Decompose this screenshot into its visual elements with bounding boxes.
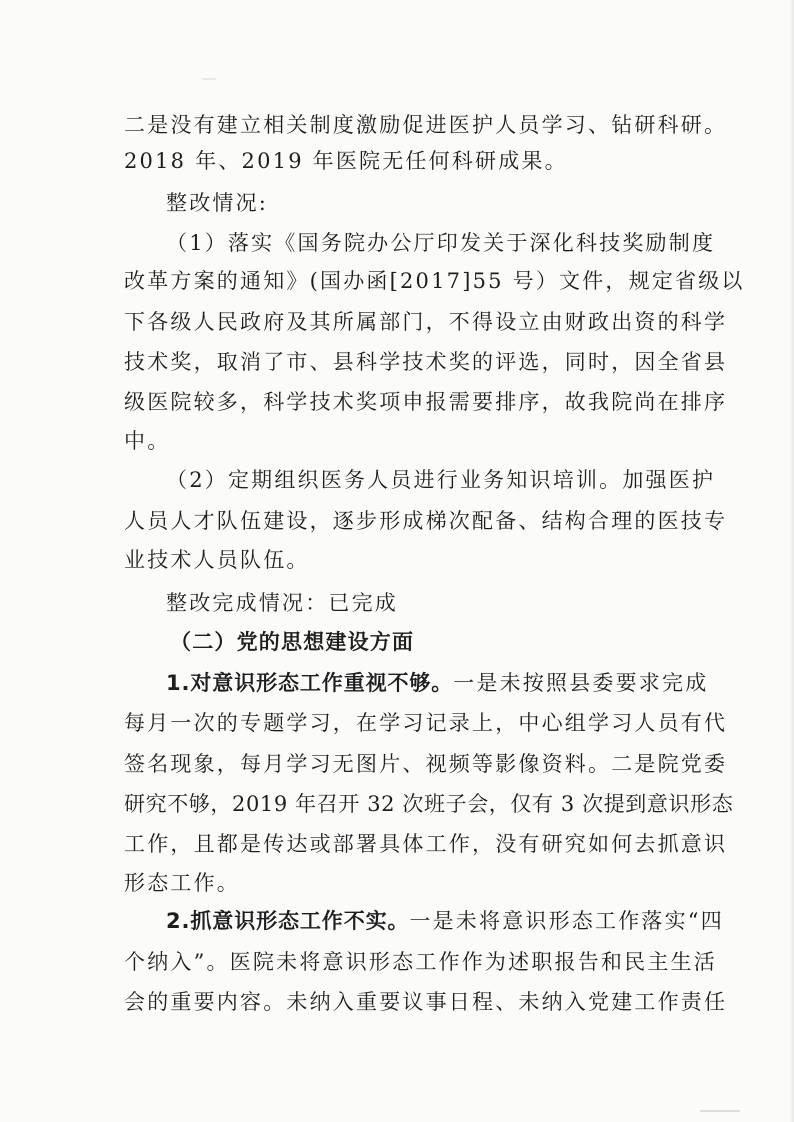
body-line: 技术奖，取消了市、县科学技术奖的评选，同时，因全省县	[124, 350, 728, 374]
body-line: 会的重要内容。未纳入重要议事日程、未纳入党建工作责任	[124, 990, 728, 1014]
body-line: 人员人才队伍建设，逐步形成梯次配备、结构合理的医技专	[124, 509, 728, 533]
body-line: 研究不够，2019 年召开 32 次班子会，仅有 3 次提到意识形态	[124, 792, 734, 816]
page-edge-shadow	[790, 0, 794, 1122]
section-label: 整改情况:	[166, 191, 269, 215]
body-line: 签名现象，每月学习无图片、视频等影像资料。二是院党委	[124, 752, 728, 776]
body-line: 改革方案的通知》(国办函[2017]55 号）文件，规定省级以	[124, 269, 745, 293]
scan-mark	[202, 78, 216, 80]
scan-mark	[700, 1110, 740, 1112]
body-line: 级医院较多，科学技术奖项申报需要排序，故我院尚在排序	[124, 390, 728, 414]
body-line: 2.抓意识形态工作不实。一是未将意识形态工作落实“四	[166, 909, 724, 933]
item-heading: 2.抓意识形态工作不实。	[166, 909, 410, 933]
section-heading: （二）党的思想建设方面	[170, 630, 415, 654]
body-line: （2）定期组织医务人员进行业务知识培训。加强医护	[166, 468, 716, 492]
body-line: 下各级人民政府及其所属部门，不得设立由财政出资的科学	[124, 310, 728, 334]
body-line: （1）落实《国务院办公厅印发关于深化科技奖励制度	[166, 231, 716, 255]
body-line: 业技术人员队伍。	[124, 548, 310, 572]
body-line: 二是没有建立相关制度激励促进医护人员学习、钻研科研。	[124, 113, 728, 137]
status-line: 整改完成情况：已完成	[166, 591, 398, 615]
body-line: 工作，且都是传达或部署具体工作，没有研究如何去抓意识	[124, 832, 728, 856]
body-line: 中。	[124, 429, 171, 453]
body-line: 每月一次的专题学习，在学习记录上，中心组学习人员有代	[124, 711, 728, 735]
body-line: 形态工作。	[124, 871, 240, 895]
body-line: 1.对意识形态工作重视不够。一是未按照县委要求完成	[166, 671, 709, 695]
body-line: 2018 年、2019 年医院无任何科研成果。	[124, 149, 568, 173]
item-heading: 1.对意识形态工作重视不够。	[166, 671, 454, 695]
body-line: 个纳入”。医院未将意识形态工作作为述职报告和民主生活	[124, 950, 717, 974]
